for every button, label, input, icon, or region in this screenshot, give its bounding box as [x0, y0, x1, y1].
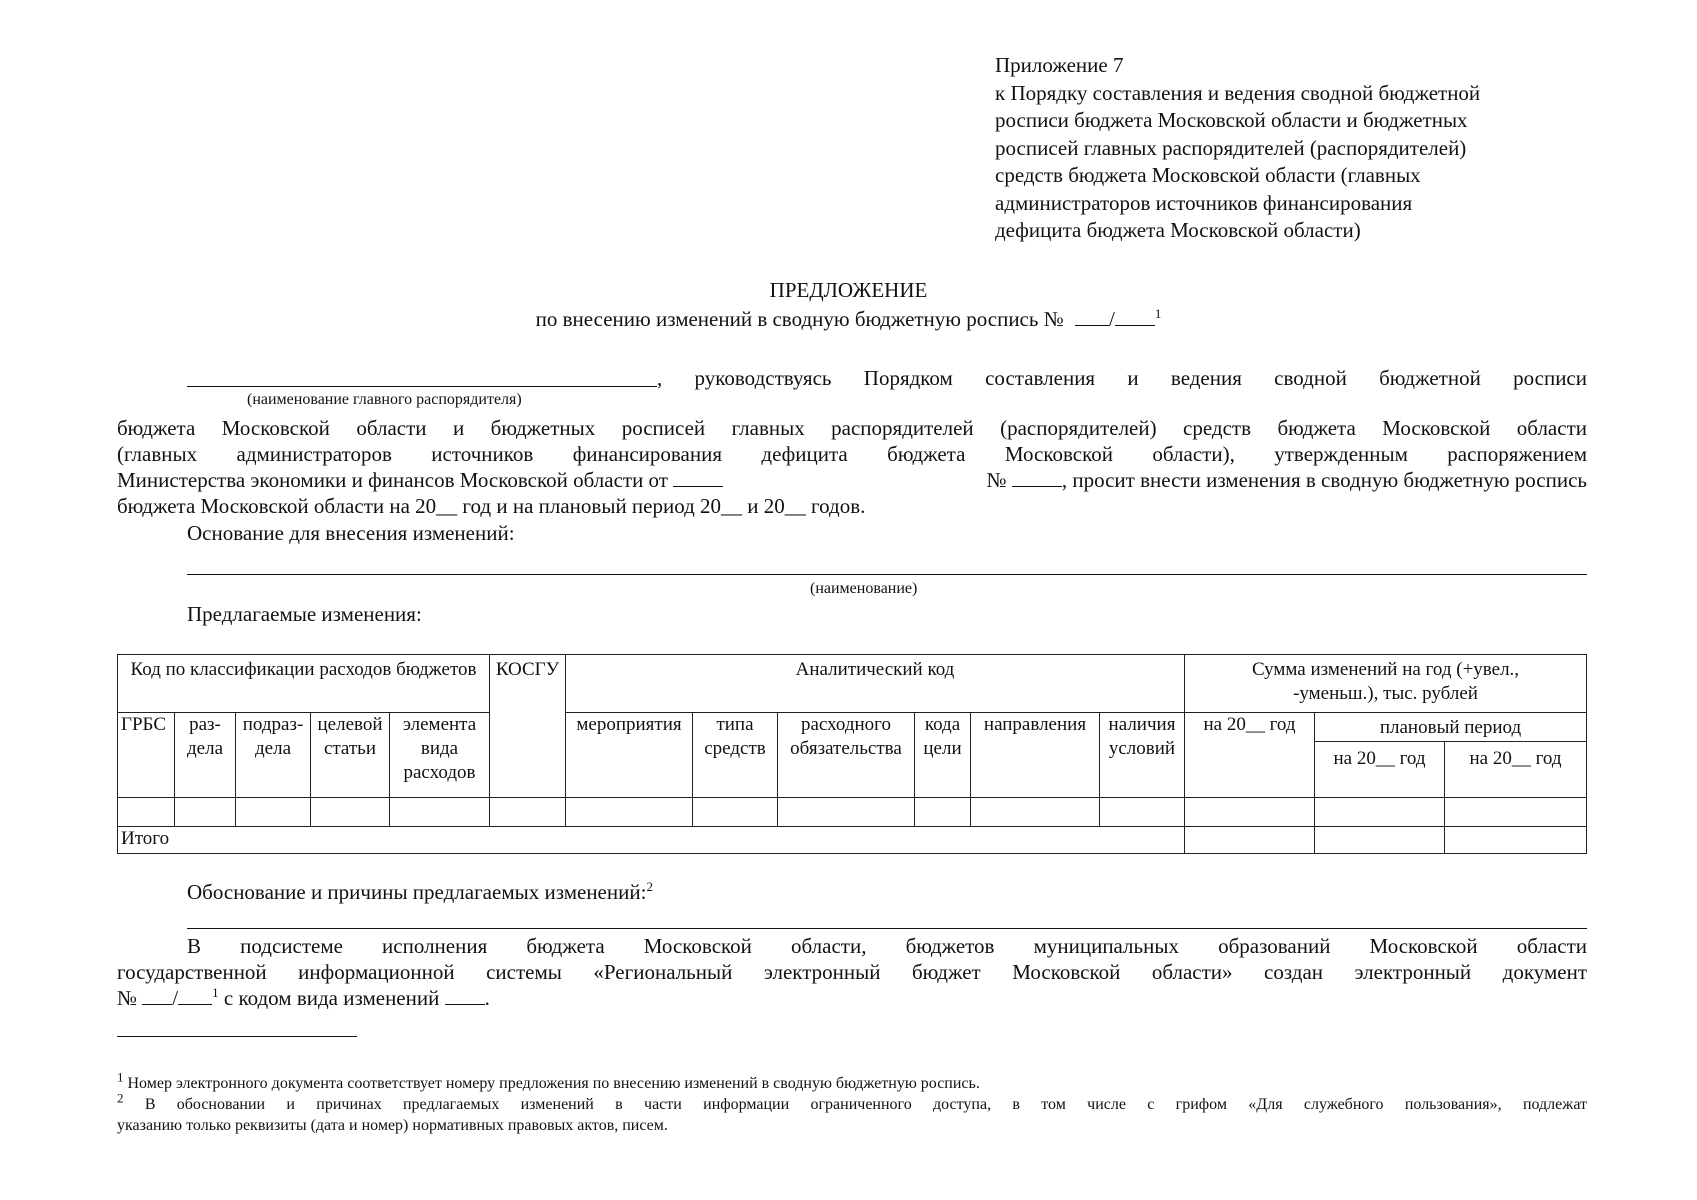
footnote-1-text: Номер электронного документа соответствует номеру предложения по внесению изменений в сводную бюджетную роспись.: [127, 1075, 980, 1092]
table-cell: [565, 797, 693, 827]
col-rashodnogo: расходного обязательства: [777, 712, 915, 798]
justification-label-text: Обоснование и причины предлагаемых изменений:: [187, 880, 647, 904]
col-podrazdela: подраз- дела: [235, 712, 311, 798]
table-cell: [235, 797, 311, 827]
number-blank: [178, 986, 212, 1005]
intro-line-2: бюджета Московской области и бюджетных росписей главных распорядителей (распорядителей) средств бюджета Московской области: [117, 416, 1587, 440]
header-analytic: Аналитический код: [565, 654, 1185, 713]
number-blank: [142, 986, 172, 1005]
table-cell: [1184, 797, 1315, 827]
table-cell: [970, 797, 1100, 827]
number-blank: [1075, 309, 1109, 326]
col-plan: плановый период: [1314, 712, 1587, 742]
footnote-2-line-1: [117, 1090, 1588, 1115]
footnote-separator: [117, 1036, 357, 1037]
appendix-line: администраторов источников финансирования: [995, 190, 1413, 215]
number-blank: [1012, 468, 1062, 487]
name-blank: [187, 386, 657, 387]
col-celevoy: целевой статьи: [310, 712, 390, 798]
table-cell: [174, 797, 236, 827]
appendix-line: росписи бюджета Московской области и бюджетных: [995, 108, 1468, 132]
closing-line-3: [117, 985, 490, 1011]
justification-line: [187, 928, 1587, 929]
document-title: ПРЕДЛОЖЕНИЕ: [769, 278, 928, 302]
appendix-block: [995, 52, 1595, 245]
justification-label: [187, 879, 653, 905]
appendix-line: Приложение 7: [995, 53, 1124, 77]
col-meropriyatiya: мероприятия: [565, 712, 693, 798]
footnote-mark: 1: [212, 985, 219, 1000]
footnote-mark: 2: [117, 1090, 124, 1106]
footnote-mark: 1: [1154, 306, 1162, 321]
subtitle-text: по внесению изменений в сводную бюджетную роспись №: [535, 307, 1064, 331]
col-napravleniya: направления: [970, 712, 1100, 798]
appendix-line: росписей главных распорядителей (распорядителей): [995, 135, 1467, 160]
basis-caption: (наименование): [810, 580, 918, 597]
basis-label: Основание для внесения изменений:: [187, 521, 515, 545]
col-year: на 20__ год: [1184, 712, 1315, 798]
number-blank: [1115, 309, 1155, 326]
intro-line-4-c: , просит внести изменения в сводную бюджетную роспись: [1061, 468, 1587, 492]
changes-table: [117, 654, 1587, 854]
col-koda: кода цели: [914, 712, 971, 798]
subtitle-slash: /: [1109, 307, 1115, 331]
col-razdela: раз- дела: [174, 712, 236, 798]
closing-line-1: В подсистеме исполнения бюджета Московской области, бюджетов муниципальных образований Московской области: [187, 934, 1587, 958]
table-cell: [1099, 797, 1185, 827]
footnote-1: [117, 1069, 980, 1094]
footnote-mark: 1: [117, 1069, 124, 1085]
intro-line-5: бюджета Московской области на 20__ год и на плановый период 20__ и 20__ годов.: [117, 494, 866, 518]
number-slash: /: [172, 986, 179, 1010]
col-nalichiya: наличия условий: [1099, 712, 1185, 798]
table-cell: [310, 797, 390, 827]
intro-line-4: [117, 467, 1587, 493]
col-element: элемента вида расходов: [389, 712, 490, 798]
total-label: Итого: [117, 826, 1185, 854]
period: .: [484, 986, 490, 1010]
intro-line-3: (главных администраторов источников финансирования дефицита бюджета Московской области), утвержденным распоряжением: [117, 442, 1587, 466]
table-cell: [777, 797, 915, 827]
table-cell: [1444, 797, 1587, 827]
document-subtitle: [0, 307, 1697, 332]
appendix-line: средств бюджета Московской области (главных: [995, 163, 1421, 187]
footnote-mark: 2: [646, 879, 653, 894]
total-cell: [1184, 826, 1315, 854]
closing-line-2: государственной информационной системы «Региональный электронный бюджет Московской области» создан электронный документ: [117, 960, 1587, 984]
header-code: Код по классификации расходов бюджетов: [117, 654, 490, 713]
table-cell: [489, 797, 566, 827]
appendix-line: дефицита бюджета Московской области): [995, 218, 1361, 242]
col-grbs: ГРБС: [117, 712, 175, 798]
col-tipa: типа средств: [692, 712, 778, 798]
header-sum: Сумма изменений на год (+увел., -уменьш.), тыс. рублей: [1184, 654, 1587, 713]
footnote-2-line-2: указанию только реквизиты (дата и номер) нормативных правовых актов, писем.: [117, 1117, 668, 1134]
change-code-blank: [445, 986, 485, 1005]
number-sign: №: [117, 986, 138, 1010]
table-cell: [692, 797, 778, 827]
header-kosgu: КОСГУ: [489, 654, 566, 798]
intro-line-1: [187, 365, 1587, 391]
table-cell: [914, 797, 971, 827]
change-code-text: с кодом вида изменений: [223, 986, 440, 1010]
name-caption: (наименование главного распорядителя): [247, 391, 522, 408]
col-plan-2: на 20__ год: [1444, 741, 1587, 798]
table-cell: [117, 797, 175, 827]
table-cell: [1314, 797, 1445, 827]
appendix-line: к Порядку составления и ведения сводной бюджетной: [995, 80, 1481, 105]
col-plan-1: на 20__ год: [1314, 741, 1445, 798]
total-cell: [1444, 826, 1587, 854]
date-blank: [673, 468, 723, 487]
table-cell: [389, 797, 490, 827]
basis-line: [187, 574, 1587, 575]
intro-line-1-text: , руководствуясь Порядком составления и ведения сводной бюджетной росписи: [657, 366, 1587, 390]
footnote-2-text: В обосновании и причинах предлагаемых изменений в части информации ограниченного доступа, в том числе с грифом «Для служебного пользования», подлежат: [144, 1096, 1588, 1113]
intro-line-4-b: №: [986, 468, 1007, 492]
total-cell: [1314, 826, 1445, 854]
proposed-label: Предлагаемые изменения:: [187, 602, 422, 626]
intro-line-4-a: Министерства экономики и финансов Московской области от: [117, 468, 668, 492]
